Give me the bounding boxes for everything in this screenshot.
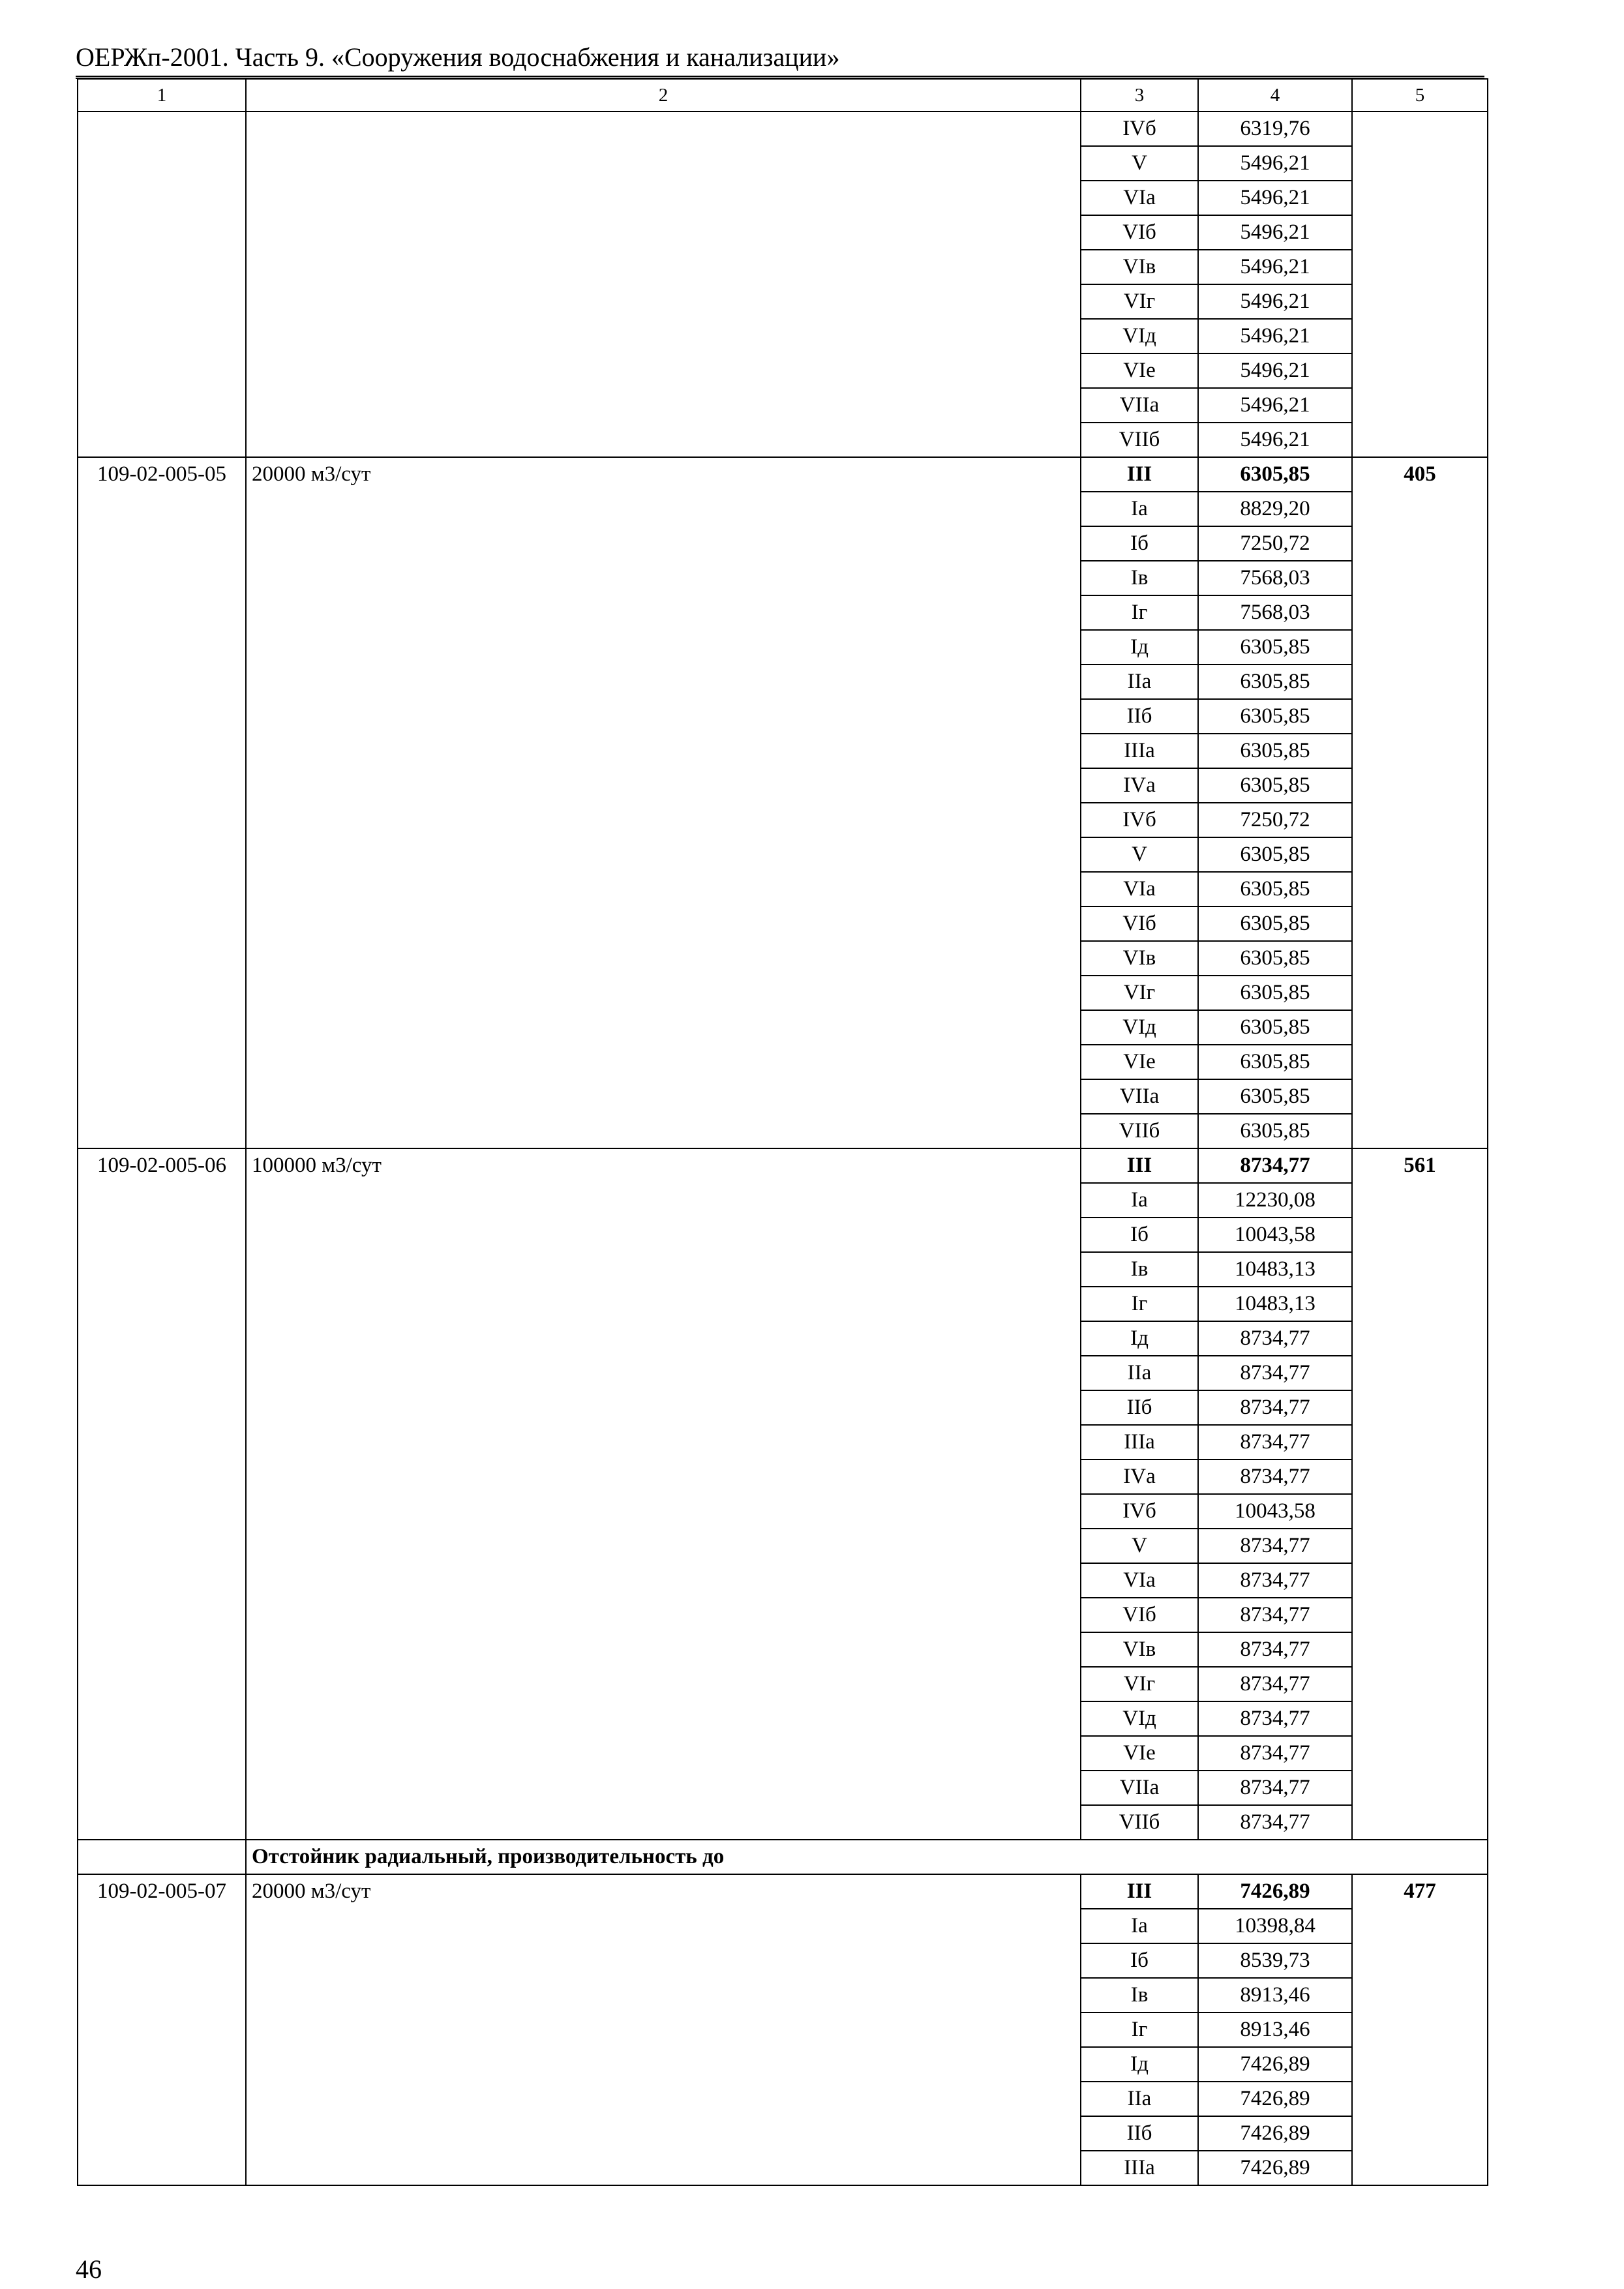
value-cell: 7426,89 xyxy=(1198,2082,1352,2116)
value-cell: 8913,46 xyxy=(1198,2012,1352,2047)
page-header xyxy=(76,39,1484,79)
value-cell: 6305,85 xyxy=(1198,837,1352,872)
column-number-row xyxy=(78,79,1488,112)
value-cell: 8734,77 xyxy=(1198,1632,1352,1667)
value-cell: 8734,77 xyxy=(1198,1148,1352,1183)
col5-cell: 405 xyxy=(1352,457,1488,1148)
value-cell: 8734,77 xyxy=(1198,1667,1352,1701)
zone-cell: IIа xyxy=(1081,2082,1198,2116)
item-name: 20000 м3/сут xyxy=(246,457,1081,1148)
value-cell: 5496,21 xyxy=(1198,353,1352,388)
value-cell: 5496,21 xyxy=(1198,146,1352,181)
value-cell: 7568,03 xyxy=(1198,595,1352,630)
zone-cell: Iд xyxy=(1081,1321,1198,1356)
item-name: 100000 м3/сут xyxy=(246,1148,1081,1840)
zone-cell: Iв xyxy=(1081,1252,1198,1287)
value-cell: 8539,73 xyxy=(1198,1943,1352,1978)
zone-cell: IIа xyxy=(1081,665,1198,699)
value-cell: 6305,85 xyxy=(1198,630,1352,665)
item-code: 109-02-005-06 xyxy=(78,1148,246,1840)
zone-cell: Iб xyxy=(1081,526,1198,561)
column-number-3: 3 xyxy=(1081,79,1198,112)
page-number: 46 xyxy=(76,2254,102,2284)
zone-cell: VIб xyxy=(1081,1598,1198,1632)
zone-cell: VIб xyxy=(1081,215,1198,250)
value-cell: 8734,77 xyxy=(1198,1805,1352,1840)
value-cell: 6305,85 xyxy=(1198,872,1352,906)
zone-cell: Iа xyxy=(1081,492,1198,526)
value-cell: 6305,85 xyxy=(1198,665,1352,699)
zone-cell: VIб xyxy=(1081,906,1198,941)
name-cell xyxy=(246,112,1081,457)
value-cell: 7568,03 xyxy=(1198,561,1352,595)
zone-cell: VIв xyxy=(1081,1632,1198,1667)
zone-cell: VIг xyxy=(1081,1667,1198,1701)
value-cell: 10483,13 xyxy=(1198,1252,1352,1287)
column-number-5: 5 xyxy=(1352,79,1488,112)
zone-cell: VIе xyxy=(1081,1736,1198,1771)
zone-cell: VIIб xyxy=(1081,1114,1198,1148)
value-cell: 8734,77 xyxy=(1198,1425,1352,1459)
zone-cell: VIв xyxy=(1081,250,1198,284)
value-cell: 8734,77 xyxy=(1198,1529,1352,1563)
col5-cell: 561 xyxy=(1352,1148,1488,1840)
column-number-2: 2 xyxy=(246,79,1081,112)
zone-cell: IIб xyxy=(1081,699,1198,734)
zone-cell: IIIа xyxy=(1081,2151,1198,2185)
value-cell: 7426,89 xyxy=(1198,1874,1352,1909)
zone-cell: Iб xyxy=(1081,1943,1198,1978)
value-cell: 8734,77 xyxy=(1198,1356,1352,1390)
value-cell: 8734,77 xyxy=(1198,1771,1352,1805)
zone-cell: IVб xyxy=(1081,1494,1198,1529)
value-cell: 5496,21 xyxy=(1198,284,1352,319)
zone-cell: VIв xyxy=(1081,941,1198,976)
value-cell: 6305,85 xyxy=(1198,976,1352,1010)
item-name: 20000 м3/сут xyxy=(246,1874,1081,2185)
value-cell: 8913,46 xyxy=(1198,1978,1352,2012)
zone-cell: VIг xyxy=(1081,284,1198,319)
zone-cell: VIIа xyxy=(1081,1771,1198,1805)
zone-cell: III xyxy=(1081,1148,1198,1183)
zone-cell: IVа xyxy=(1081,1459,1198,1494)
item-code: 109-02-005-07 xyxy=(78,1874,246,2185)
value-cell: 6305,85 xyxy=(1198,457,1352,492)
value-cell: 8734,77 xyxy=(1198,1598,1352,1632)
value-cell: 8734,77 xyxy=(1198,1701,1352,1736)
value-cell: 8734,77 xyxy=(1198,1459,1352,1494)
zone-cell: VIе xyxy=(1081,1045,1198,1079)
zone-cell: Iг xyxy=(1081,2012,1198,2047)
value-cell: 6305,85 xyxy=(1198,1114,1352,1148)
value-cell: 7426,89 xyxy=(1198,2047,1352,2082)
value-cell: 6305,85 xyxy=(1198,1010,1352,1045)
section-blank-cell xyxy=(78,1840,246,1874)
zone-cell: IIб xyxy=(1081,2116,1198,2151)
zone-cell: VIа xyxy=(1081,1563,1198,1598)
table-row xyxy=(78,112,1488,146)
col5-cell xyxy=(1352,112,1488,457)
zone-cell: IIIа xyxy=(1081,1425,1198,1459)
zone-cell: IIб xyxy=(1081,1390,1198,1425)
column-number-1: 1 xyxy=(78,79,246,112)
zone-cell: V xyxy=(1081,837,1198,872)
section-title: Отстойник радиальный, производительность до xyxy=(246,1840,1488,1874)
zone-cell: Iа xyxy=(1081,1909,1198,1943)
table-row xyxy=(78,457,1488,492)
table-row xyxy=(78,1148,1488,1183)
zone-cell: VIIа xyxy=(1081,1079,1198,1114)
value-cell: 10043,58 xyxy=(1198,1218,1352,1252)
zone-cell: V xyxy=(1081,146,1198,181)
value-cell: 5496,21 xyxy=(1198,250,1352,284)
value-cell: 6305,85 xyxy=(1198,941,1352,976)
zone-cell: V xyxy=(1081,1529,1198,1563)
table-row xyxy=(78,1874,1488,1909)
column-number-4: 4 xyxy=(1198,79,1352,112)
value-cell: 6305,85 xyxy=(1198,1079,1352,1114)
zone-cell: Iд xyxy=(1081,630,1198,665)
value-cell: 6305,85 xyxy=(1198,906,1352,941)
zone-cell: III xyxy=(1081,457,1198,492)
value-cell: 5496,21 xyxy=(1198,181,1352,215)
zone-cell: VIа xyxy=(1081,872,1198,906)
value-cell: 12230,08 xyxy=(1198,1183,1352,1218)
value-cell: 6305,85 xyxy=(1198,699,1352,734)
zone-cell: Iд xyxy=(1081,2047,1198,2082)
zone-cell: IVа xyxy=(1081,768,1198,803)
zone-cell: VIIб xyxy=(1081,1805,1198,1840)
value-cell: 8734,77 xyxy=(1198,1563,1352,1598)
value-cell: 10483,13 xyxy=(1198,1287,1352,1321)
rates-table-body xyxy=(78,79,1488,2185)
value-cell: 5496,21 xyxy=(1198,215,1352,250)
zone-cell: IVб xyxy=(1081,112,1198,146)
zone-cell: VIг xyxy=(1081,976,1198,1010)
item-code: 109-02-005-05 xyxy=(78,457,246,1148)
value-cell: 8829,20 xyxy=(1198,492,1352,526)
zone-cell: Iг xyxy=(1081,1287,1198,1321)
col5-cell: 477 xyxy=(1352,1874,1488,2185)
zone-cell: VIе xyxy=(1081,353,1198,388)
zone-cell: VIд xyxy=(1081,319,1198,353)
document-title: ОЕРЖп-2001. Часть 9. «Сооружения водоснабжения и канализации» xyxy=(76,42,840,72)
zone-cell: VIIа xyxy=(1081,388,1198,423)
value-cell: 6305,85 xyxy=(1198,768,1352,803)
code-cell xyxy=(78,112,246,457)
zone-cell: VIа xyxy=(1081,181,1198,215)
zone-cell: VIд xyxy=(1081,1010,1198,1045)
value-cell: 7250,72 xyxy=(1198,526,1352,561)
value-cell: 8734,77 xyxy=(1198,1736,1352,1771)
zone-cell: VIIб xyxy=(1081,423,1198,457)
value-cell: 5496,21 xyxy=(1198,319,1352,353)
zone-cell: IIIа xyxy=(1081,734,1198,768)
zone-cell: IIа xyxy=(1081,1356,1198,1390)
zone-cell: VIд xyxy=(1081,1701,1198,1736)
rates-table xyxy=(77,78,1488,2186)
zone-cell: Iа xyxy=(1081,1183,1198,1218)
zone-cell: Iв xyxy=(1081,1978,1198,2012)
value-cell: 7426,89 xyxy=(1198,2116,1352,2151)
zone-cell: IVб xyxy=(1081,803,1198,837)
section-row xyxy=(78,1840,1488,1874)
value-cell: 8734,77 xyxy=(1198,1321,1352,1356)
value-cell: 6305,85 xyxy=(1198,734,1352,768)
value-cell: 10043,58 xyxy=(1198,1494,1352,1529)
zone-cell: III xyxy=(1081,1874,1198,1909)
value-cell: 7250,72 xyxy=(1198,803,1352,837)
value-cell: 5496,21 xyxy=(1198,423,1352,457)
zone-cell: Iб xyxy=(1081,1218,1198,1252)
value-cell: 6319,76 xyxy=(1198,112,1352,146)
value-cell: 6305,85 xyxy=(1198,1045,1352,1079)
zone-cell: Iв xyxy=(1081,561,1198,595)
value-cell: 5496,21 xyxy=(1198,388,1352,423)
value-cell: 7426,89 xyxy=(1198,2151,1352,2185)
value-cell: 10398,84 xyxy=(1198,1909,1352,1943)
value-cell: 8734,77 xyxy=(1198,1390,1352,1425)
zone-cell: Iг xyxy=(1081,595,1198,630)
